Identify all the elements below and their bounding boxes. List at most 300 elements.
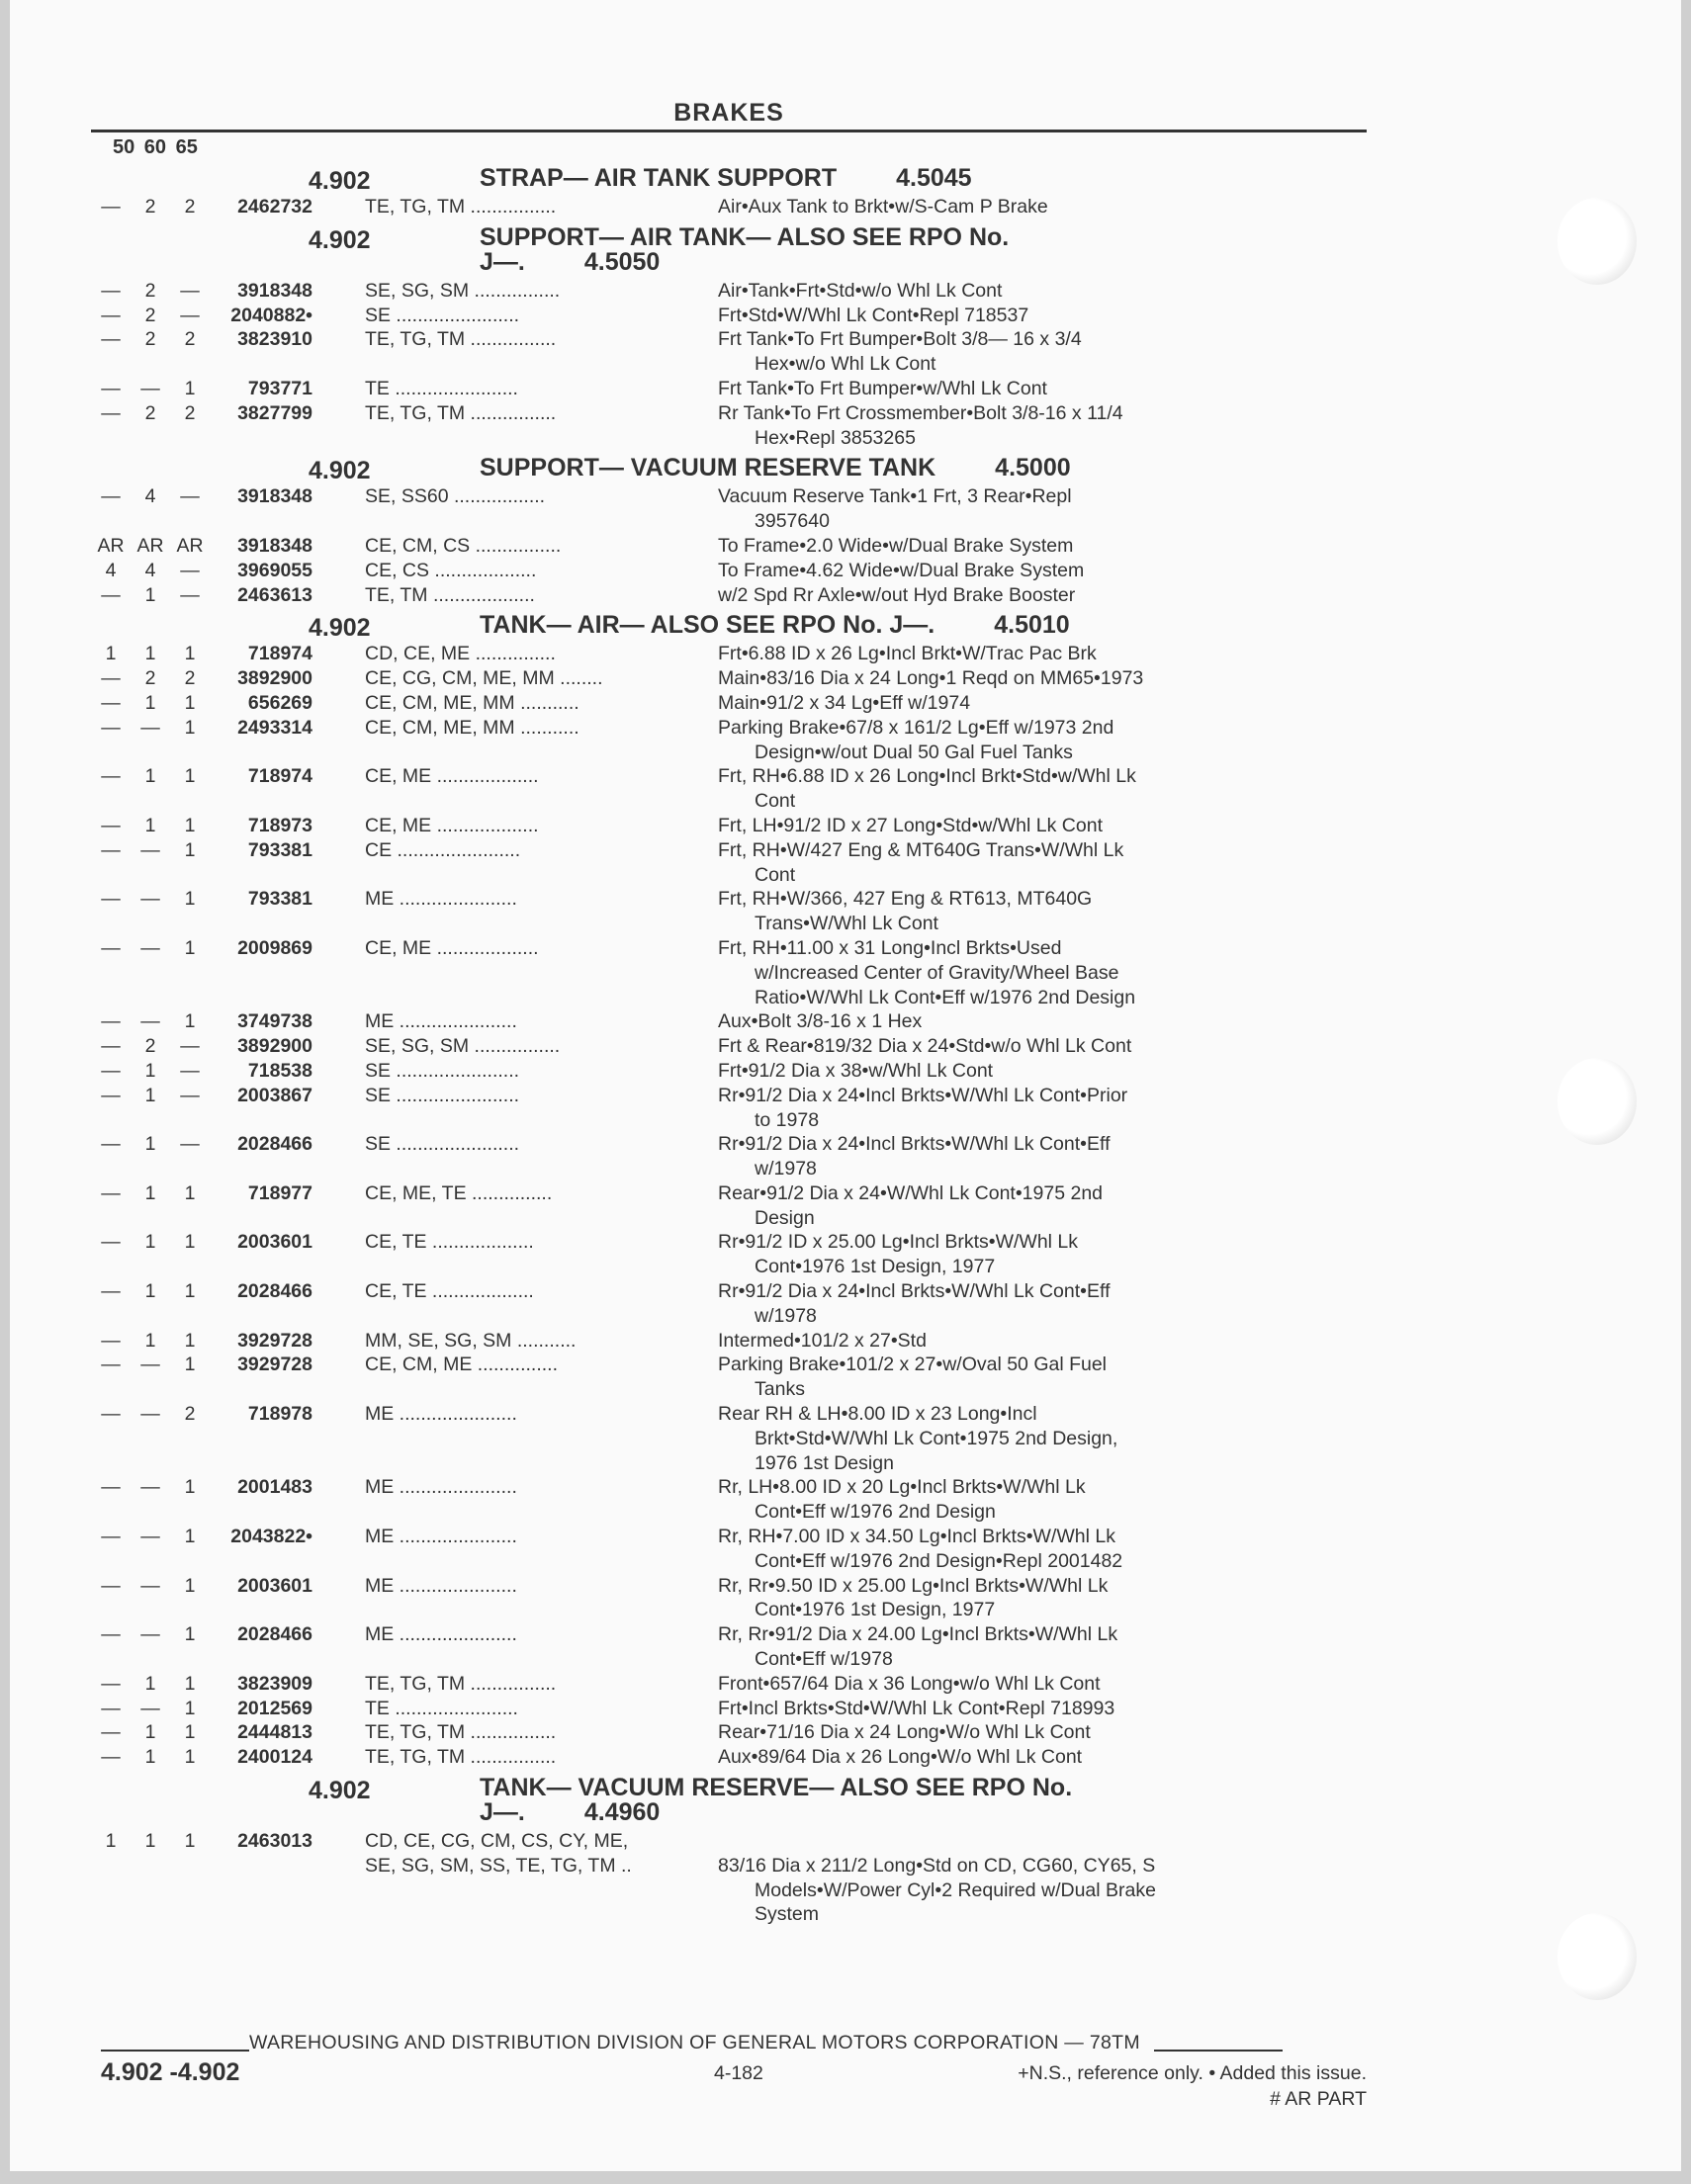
quantity-cell: — xyxy=(101,1084,121,1106)
model-codes: SE, SG, SM, SS, TE, TG, TM .. xyxy=(365,1854,632,1877)
quantity-cell: 4 xyxy=(144,559,156,581)
legend-note: +N.S., reference only. • Added this issue. xyxy=(1018,2062,1367,2084)
quantity-cell: — xyxy=(140,1623,160,1646)
description-line: Intermed•101/2 x 27•Std xyxy=(718,1329,927,1352)
quantity-cell: 1 xyxy=(105,1830,117,1853)
model-codes: CE, ME ................... xyxy=(365,765,539,788)
description-line: Ratio•W/Whl Lk Cont•Eff w/1976 2nd Design xyxy=(755,986,1136,1008)
description-line: Frt•91/2 Dia x 38•w/Whl Lk Cont xyxy=(718,1059,994,1082)
part-description xyxy=(718,1034,1311,1059)
quantity-cell: 2 xyxy=(144,304,156,326)
description-line: To Frame•4.62 Wide•w/Dual Brake System xyxy=(718,559,1085,581)
part-number: 2003601 xyxy=(237,1231,312,1254)
description-line: Rr Tank•To Frt Crossmember•Bolt 3/8-16 x 11/4 xyxy=(718,401,1123,424)
description-line: Frt, RH•6.88 ID x 26 Long•Incl Brkt•Std•w/Whl Lk xyxy=(718,765,1136,788)
section-title xyxy=(480,222,1367,276)
quantity-cell: 1 xyxy=(184,1280,196,1303)
section-title-text: SUPPORT— VACUUM RESERVE TANK xyxy=(480,454,936,482)
part-row xyxy=(91,1672,1367,1697)
description-line: Frt, RH•W/427 Eng & MT640G Trans•W/Whl Lk xyxy=(718,838,1124,861)
part-row xyxy=(91,1329,1367,1354)
part-description xyxy=(718,1230,1311,1279)
model-codes: CE, CM, CS ................ xyxy=(365,534,562,557)
quantity-cell: — xyxy=(101,1697,121,1719)
description-line: To Frame•2.0 Wide•w/Dual Brake System xyxy=(718,534,1074,557)
part-number: 3969055 xyxy=(237,559,312,581)
part-number: 718977 xyxy=(247,1181,312,1204)
binder-hole-bottom xyxy=(1558,1913,1637,2000)
part-description xyxy=(718,1279,1311,1329)
description-line: Front•657/64 Dia x 36 Long•w/o Whl Lk Cont xyxy=(718,1672,1101,1695)
part-number: 3823910 xyxy=(237,328,312,351)
section-reference: 4.5050 xyxy=(583,247,661,276)
description-line: Rr, Rr•9.50 ID x 25.00 Lg•Incl Brkts•W/Whl Lk xyxy=(718,1574,1109,1597)
description-line: Cont xyxy=(755,863,796,886)
quantity-cell: — xyxy=(101,304,121,326)
description-line: Design•w/out Dual 50 Gal Fuel Tanks xyxy=(755,741,1073,763)
catalog-section xyxy=(91,222,1367,451)
quantity-cell: — xyxy=(101,765,121,788)
section-title xyxy=(480,1776,1367,1825)
model-codes: TE, TG, TM ................ xyxy=(365,1746,557,1769)
quantity-cell: 1 xyxy=(184,691,196,714)
quantity-cell: 1 xyxy=(184,814,196,836)
part-description xyxy=(718,716,1311,765)
part-description xyxy=(718,936,1311,1009)
part-row xyxy=(91,484,1367,534)
quantity-cell: 1 xyxy=(144,765,156,788)
section-title-line xyxy=(480,166,1367,191)
part-number: 2400124 xyxy=(237,1746,312,1769)
description-line: Air•Aux Tank to Brkt•w/S-Cam P Brake xyxy=(718,196,1048,218)
part-row xyxy=(91,666,1367,691)
description-line: Tanks xyxy=(755,1378,805,1401)
part-row xyxy=(91,1574,1367,1623)
description-line: Rear•71/16 Dia x 24 Long•W/o Whl Lk Cont xyxy=(718,1721,1091,1744)
section-number: 4.902 xyxy=(309,225,371,254)
catalog-page xyxy=(10,0,1681,2171)
quantity-cell: 1 xyxy=(144,1181,156,1204)
description-line: Rr, LH•8.00 ID x 20 Lg•Incl Brkts•W/Whl Lk xyxy=(718,1476,1086,1499)
description-line: to 1978 xyxy=(755,1108,820,1131)
quantity-cell: 1 xyxy=(184,1830,196,1853)
part-row xyxy=(91,279,1367,304)
title-block xyxy=(91,99,1367,134)
quantity-cell: — xyxy=(180,1035,200,1058)
part-row xyxy=(91,1854,1367,1927)
part-row xyxy=(91,304,1367,328)
section-title xyxy=(480,456,1367,480)
part-description xyxy=(718,1574,1311,1623)
section-title-text: SUPPORT— AIR TANK— ALSO SEE RPO No. xyxy=(480,222,1010,251)
quantity-cell: — xyxy=(140,838,160,861)
model-codes: SE, SS60 ................. xyxy=(365,485,546,508)
quantity-cell: AR xyxy=(97,534,125,557)
part-row xyxy=(91,1034,1367,1059)
description-line: Cont•1976 1st Design, 1977 xyxy=(755,1599,996,1621)
part-number: 3749738 xyxy=(237,1010,312,1033)
quantity-cell: 1 xyxy=(144,583,156,606)
quantity-cell: — xyxy=(101,1010,121,1033)
model-codes: TE ....................... xyxy=(365,1697,518,1719)
description-line: Cont xyxy=(755,790,796,813)
quantity-cell: 1 xyxy=(144,1231,156,1254)
section-title-line xyxy=(480,613,1367,638)
description-line: Main•83/16 Dia x 24 Long•1 Reqd on MM65•1973 xyxy=(718,667,1144,690)
part-description xyxy=(718,1854,1311,1927)
section-title xyxy=(480,613,1367,638)
part-row xyxy=(91,887,1367,936)
model-codes: SE, SG, SM ................ xyxy=(365,1035,561,1058)
part-number: 718538 xyxy=(247,1059,312,1082)
part-description xyxy=(718,666,1311,691)
description-line: Design xyxy=(755,1206,815,1229)
model-codes: CE, ME ................... xyxy=(365,936,539,959)
model-codes: CE, CM, ME, MM ........... xyxy=(365,691,579,714)
part-number: 718974 xyxy=(247,643,312,665)
model-codes: ME ...................... xyxy=(365,888,517,911)
part-row xyxy=(91,1745,1367,1770)
quantity-cell: 4 xyxy=(144,485,156,508)
section-title-text: TANK— VACUUM RESERVE— ALSO SEE RPO No. xyxy=(480,1774,1073,1802)
section-header xyxy=(91,611,1367,643)
section-header xyxy=(91,1776,1367,1825)
part-number: 718974 xyxy=(247,765,312,788)
description-line: Rr•91/2 Dia x 24•Incl Brkts•W/Whl Lk Cont•Eff xyxy=(718,1280,1111,1303)
quantity-cell: 1 xyxy=(144,814,156,836)
section-title-text: STRAP— AIR TANK SUPPORT xyxy=(480,164,838,192)
part-description xyxy=(718,838,1311,888)
part-number: 2009869 xyxy=(237,936,312,959)
quantity-cell: 1 xyxy=(184,1746,196,1769)
model-codes: MM, SE, SG, SM ........... xyxy=(365,1329,577,1352)
part-row xyxy=(91,838,1367,888)
model-codes: CE, ME ................... xyxy=(365,814,539,836)
quantity-cell: — xyxy=(140,1697,160,1719)
catalog-section xyxy=(91,613,1367,1770)
part-description xyxy=(718,559,1311,583)
description-line: Frt Tank•To Frt Bumper•w/Whl Lk Cont xyxy=(718,377,1047,399)
quantity-cell: 2 xyxy=(144,401,156,424)
catalog-section xyxy=(91,166,1367,219)
page-number: 4-182 xyxy=(714,2062,763,2084)
part-row xyxy=(91,936,1367,1009)
model-codes: TE, TM ................... xyxy=(365,583,535,606)
corporation-line xyxy=(101,2032,1367,2054)
catalog-content xyxy=(91,99,1367,1927)
description-line: w/2 Spd Rr Axle•w/out Hyd Brake Booster xyxy=(718,583,1076,606)
quantity-cell: — xyxy=(101,1526,121,1548)
part-description xyxy=(718,484,1311,534)
part-description xyxy=(718,1672,1311,1697)
part-description xyxy=(718,304,1311,328)
quantity-cell: — xyxy=(101,838,121,861)
description-line: Parking Brake•67/8 x 161/2 Lg•Eff w/1973 2nd xyxy=(718,716,1114,739)
catalog-section xyxy=(91,456,1367,607)
quantity-cell: 2 xyxy=(184,667,196,690)
description-line: Rr, Rr•91/2 Dia x 24.00 Lg•Incl Brkts•W/Whl Lk xyxy=(718,1623,1118,1646)
description-line: Frt & Rear•819/32 Dia x 24•Std•w/o Whl Lk Cont xyxy=(718,1035,1132,1058)
part-description xyxy=(718,1009,1311,1034)
model-codes: CE, CM, ME ............... xyxy=(365,1354,559,1376)
part-number: 2043822• xyxy=(230,1526,312,1548)
quantity-cell: 2 xyxy=(144,328,156,351)
part-row xyxy=(91,1353,1367,1402)
part-description xyxy=(718,377,1311,401)
quantity-cell: 1 xyxy=(184,377,196,399)
quantity-cell: — xyxy=(101,1721,121,1744)
page-footer xyxy=(101,2032,1367,2118)
part-row xyxy=(91,1720,1367,1745)
quantity-cell: — xyxy=(180,279,200,302)
part-number: 656269 xyxy=(247,691,312,714)
sections-container xyxy=(91,166,1367,1927)
part-number: 2040882• xyxy=(230,304,312,326)
description-line: Frt, RH•W/366, 427 Eng & RT613, MT640G xyxy=(718,888,1093,911)
quantity-cell: 1 xyxy=(144,691,156,714)
part-number: 2028466 xyxy=(237,1623,312,1646)
quantity-cell: — xyxy=(180,485,200,508)
part-number: 718978 xyxy=(247,1403,312,1426)
model-codes: CE, TE ................... xyxy=(365,1280,534,1303)
quantity-cell: 1 xyxy=(144,1329,156,1352)
description-line: System xyxy=(755,1903,820,1926)
quantity-cell: 1 xyxy=(184,643,196,665)
part-number: 3918348 xyxy=(237,279,312,302)
part-row xyxy=(91,1697,1367,1721)
quantity-cell: — xyxy=(140,888,160,911)
part-number: 3892900 xyxy=(237,1035,312,1058)
model-codes: ME ...................... xyxy=(365,1574,517,1597)
part-row xyxy=(91,559,1367,583)
part-number: 2012569 xyxy=(237,1697,312,1719)
quantity-cell: 2 xyxy=(144,1035,156,1058)
footer-rule-right xyxy=(1154,2050,1283,2052)
quantity-cell: — xyxy=(101,716,121,739)
part-row xyxy=(91,1084,1367,1133)
quantity-cell: — xyxy=(101,1623,121,1646)
quantity-cell: — xyxy=(101,485,121,508)
quantity-cell: — xyxy=(101,377,121,399)
description-line: Cont•Eff w/1978 xyxy=(755,1648,893,1671)
description-line: Vacuum Reserve Tank•1 Frt, 3 Rear•Repl xyxy=(718,485,1072,508)
quantity-cell: — xyxy=(140,377,160,399)
part-number xyxy=(210,1854,312,1927)
quantity-cell: — xyxy=(101,1329,121,1352)
model-codes: CD, CE, ME ............... xyxy=(365,643,556,665)
quantity-cell: — xyxy=(101,814,121,836)
quantity-cell: 1 xyxy=(184,888,196,911)
part-number: 2028466 xyxy=(237,1280,312,1303)
part-number: 3929728 xyxy=(237,1354,312,1376)
quantity-cell: — xyxy=(101,1133,121,1156)
quantity-cell: 2 xyxy=(144,667,156,690)
quantity-cell: 1 xyxy=(184,1010,196,1033)
quantity-cell: — xyxy=(101,196,121,218)
quantity-cell: — xyxy=(101,1476,121,1499)
quantity-cell: 1 xyxy=(184,1574,196,1597)
quantity-cell: 1 xyxy=(184,1329,196,1352)
quantity-cell: 1 xyxy=(184,936,196,959)
part-row xyxy=(91,1059,1367,1084)
quantity-cell: — xyxy=(101,888,121,911)
description-line: Rr, RH•7.00 ID x 34.50 Lg•Incl Brkts•W/Whl Lk xyxy=(718,1526,1115,1548)
part-number: 3918348 xyxy=(237,534,312,557)
description-line: Rear•91/2 Dia x 24•W/Whl Lk Cont•1975 2nd xyxy=(718,1181,1104,1204)
model-codes: TE, TG, TM ................ xyxy=(365,1721,557,1744)
quantity-cell: — xyxy=(101,936,121,959)
quantity-cell: — xyxy=(101,1231,121,1254)
model-codes: TE, TG, TM ................ xyxy=(365,1672,557,1695)
quantity-cell: 2 xyxy=(184,1403,196,1426)
quantity-cell: — xyxy=(101,691,121,714)
model-codes: ME ...................... xyxy=(365,1623,517,1646)
part-description xyxy=(718,327,1311,377)
description-line: Main•91/2 x 34 Lg•Eff w/1974 xyxy=(718,691,971,714)
description-line: Rr•91/2 Dia x 24•Incl Brkts•W/Whl Lk Cont•Eff xyxy=(718,1133,1111,1156)
part-description xyxy=(718,1622,1311,1672)
section-header xyxy=(91,454,1367,485)
part-row xyxy=(91,377,1367,401)
quantity-cell: — xyxy=(101,1672,121,1695)
quantity-cell: — xyxy=(140,716,160,739)
section-title-text: J—. xyxy=(480,1798,525,1827)
part-row xyxy=(91,195,1367,219)
description-line: Frt, LH•91/2 ID x 27 Long•Std•w/Whl Lk Cont xyxy=(718,814,1103,836)
quantity-cell: 2 xyxy=(184,196,196,218)
quantity-cell: 1 xyxy=(184,838,196,861)
quantity-cell: — xyxy=(140,936,160,959)
part-description xyxy=(718,887,1311,936)
part-description xyxy=(718,1353,1311,1402)
description-line: Parking Brake•101/2 x 27•w/Oval 50 Gal Fuel xyxy=(718,1354,1108,1376)
model-codes: ME ...................... xyxy=(365,1476,517,1499)
quantity-cell xyxy=(131,1854,170,1927)
part-number: 2462732 xyxy=(237,196,312,218)
description-line: Aux•Bolt 3/8-16 x 1 Hex xyxy=(718,1010,923,1033)
description-line: Hex•w/o Whl Lk Cont xyxy=(755,353,936,376)
part-description xyxy=(718,1720,1311,1745)
section-reference: 4.5010 xyxy=(994,611,1070,640)
quantity-cell: — xyxy=(101,1574,121,1597)
description-line: Cont•1976 1st Design, 1977 xyxy=(755,1256,996,1278)
part-number: 2444813 xyxy=(237,1721,312,1744)
quantity-cell: 1 xyxy=(184,1354,196,1376)
description-line: Models•W/Power Cyl•2 Required w/Dual Brake xyxy=(755,1878,1156,1901)
part-number: 793381 xyxy=(247,888,312,911)
part-description xyxy=(718,401,1311,451)
model-codes: SE ....................... xyxy=(365,304,520,326)
part-row xyxy=(91,1829,1367,1854)
model-codes: TE, TG, TM ................ xyxy=(365,196,557,218)
part-number: 2463013 xyxy=(237,1830,312,1853)
section-header xyxy=(91,222,1367,276)
part-row xyxy=(91,716,1367,765)
model-codes: CE, CG, CM, ME, MM ........ xyxy=(365,667,603,690)
footer-row xyxy=(101,2054,1367,2118)
part-description xyxy=(718,1059,1311,1084)
quantity-cell: 1 xyxy=(184,716,196,739)
description-line: Rr•91/2 Dia x 24•Incl Brkts•W/Whl Lk Cont•Prior xyxy=(718,1084,1128,1106)
quantity-cell: — xyxy=(180,304,200,326)
quantity-cell: — xyxy=(180,1084,200,1106)
description-line: Frt Tank•To Frt Bumper•Bolt 3/8— 16 x 3/4 xyxy=(718,328,1082,351)
part-description xyxy=(718,1402,1311,1475)
part-row xyxy=(91,1475,1367,1525)
part-number: 3892900 xyxy=(237,667,312,690)
model-codes: SE ....................... xyxy=(365,1084,520,1106)
description-line: Frt•Std•W/Whl Lk Cont•Repl 718537 xyxy=(718,304,1029,326)
quantity-cell: 1 xyxy=(184,1181,196,1204)
section-number: 4.902 xyxy=(309,1777,371,1805)
description-line: Frt•Incl Brkts•Std•W/Whl Lk Cont•Repl 718993 xyxy=(718,1697,1115,1719)
section-range: 4.902 -4.902 xyxy=(101,2058,240,2086)
page-title: BRAKES xyxy=(673,99,784,127)
section-title-text: J—. xyxy=(480,247,525,276)
part-description xyxy=(718,814,1311,838)
description-line: Air•Tank•Frt•Std•w/o Whl Lk Cont xyxy=(718,279,1003,302)
part-row xyxy=(91,1622,1367,1672)
quantity-cell: 1 xyxy=(144,1672,156,1695)
part-description xyxy=(718,195,1311,219)
section-header xyxy=(91,164,1367,195)
quantity-cell: 1 xyxy=(184,1721,196,1744)
part-number: 2463613 xyxy=(237,583,312,606)
quantity-cell: — xyxy=(140,1010,160,1033)
part-number: 3929728 xyxy=(237,1329,312,1352)
description-line: Hex•Repl 3853265 xyxy=(755,426,916,449)
quantity-cell: — xyxy=(101,1035,121,1058)
part-description xyxy=(718,1132,1311,1181)
quantity-cell: 1 xyxy=(144,1059,156,1082)
part-number: 793771 xyxy=(247,377,312,399)
section-reference: 4.4960 xyxy=(583,1798,661,1827)
quantity-cell: 1 xyxy=(184,1476,196,1499)
quantity-cell: AR xyxy=(136,534,164,557)
model-codes: ME ...................... xyxy=(365,1403,517,1426)
part-row xyxy=(91,1279,1367,1329)
quantity-cell: 1 xyxy=(144,1133,156,1156)
quantity-cell: 1 xyxy=(184,765,196,788)
quantity-cell: — xyxy=(180,559,200,581)
description-line: Cont•Eff w/1976 2nd Design xyxy=(755,1501,996,1524)
part-row xyxy=(91,1181,1367,1231)
part-row xyxy=(91,691,1367,716)
description-line: 3957640 xyxy=(755,510,830,533)
quantity-cell: — xyxy=(101,583,121,606)
part-number: 793381 xyxy=(247,838,312,861)
quantity-cell: — xyxy=(101,1403,121,1426)
model-codes: TE, TG, TM ................ xyxy=(365,401,557,424)
part-description xyxy=(718,583,1311,608)
quantity-cell: 1 xyxy=(184,1697,196,1719)
part-number: 2493314 xyxy=(237,716,312,739)
part-row xyxy=(91,1402,1367,1475)
model-codes: TE, TG, TM ................ xyxy=(365,328,557,351)
binder-hole-middle xyxy=(1558,1058,1637,1145)
part-description xyxy=(718,1084,1311,1133)
quantity-cell: — xyxy=(101,1059,121,1082)
quantity-cell: 2 xyxy=(184,401,196,424)
section-title-line xyxy=(480,247,1367,276)
quantity-cell: — xyxy=(140,1574,160,1597)
part-number: 2001483 xyxy=(237,1476,312,1499)
section-reference: 4.5000 xyxy=(995,454,1071,482)
quantity-cell: — xyxy=(101,667,121,690)
quantity-cell: — xyxy=(101,328,121,351)
quantity-cell: — xyxy=(101,1280,121,1303)
description-line: Trans•W/Whl Lk Cont xyxy=(755,913,938,935)
